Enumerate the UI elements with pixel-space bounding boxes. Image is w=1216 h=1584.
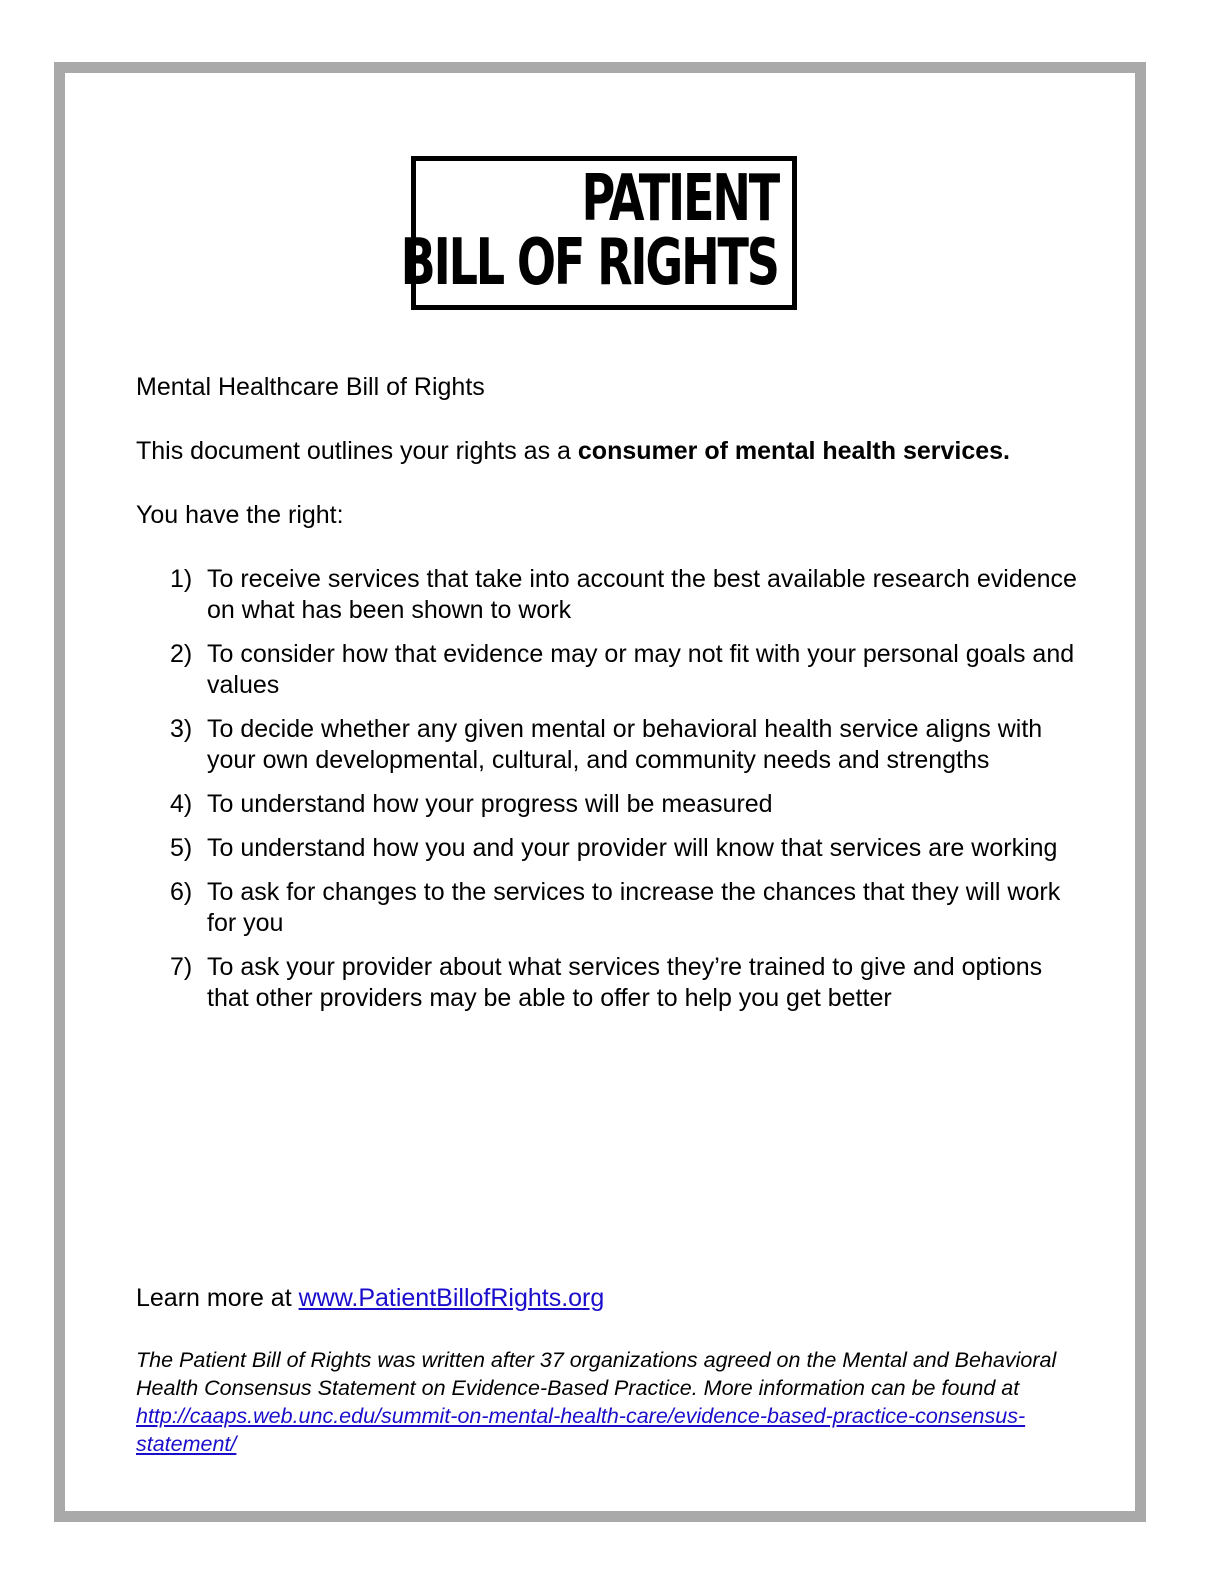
- learn-more-line: [136, 1283, 604, 1314]
- right-item-7: [136, 952, 1086, 1014]
- right-number: 7): [170, 953, 193, 981]
- right-number: 1): [170, 565, 193, 593]
- right-number: 4): [170, 790, 193, 818]
- consensus-statement-link[interactable]: http://caaps.web.unc.edu/summit-on-mental-health-care/evidence-based-practice-consensus-statement/: [136, 1404, 1026, 1456]
- footnote: [136, 1346, 1076, 1458]
- right-text: To ask your provider about what services they’re trained to give and options that other providers may be able to offer to help you get better: [207, 953, 1043, 1012]
- right-text: To consider how that evidence may or may not fit with your personal goals and values: [207, 640, 1075, 699]
- right-item-6: [136, 877, 1086, 939]
- right-number: 2): [170, 640, 193, 668]
- right-item-3: [136, 714, 1086, 776]
- right-text: To receive services that take into account the best available research evidence on what has been shown to work: [207, 565, 1077, 624]
- logo-line-bill-of-rights: BILL OF RIGHTS: [400, 226, 778, 300]
- right-text: To ask for changes to the services to increase the chances that they will work for you: [207, 878, 1061, 937]
- right-item-4: [136, 789, 1086, 820]
- right-number: 5): [170, 834, 193, 862]
- document-title: Mental Healthcare Bill of Rights: [136, 373, 485, 401]
- right-text: To understand how your progress will be measured: [207, 790, 773, 818]
- patient-bill-of-rights-link[interactable]: www.PatientBillofRights.org: [298, 1284, 605, 1312]
- right-item-1: [136, 564, 1086, 626]
- right-text: To decide whether any given mental or behavioral health service aligns with your own developmental, cultural, and community needs and strengths: [207, 715, 1043, 774]
- patient-bill-of-rights-logo: [400, 156, 797, 310]
- right-item-5: [136, 833, 1086, 864]
- logo-line-patient: PATIENT: [581, 162, 778, 236]
- intro-paragraph: [136, 436, 1086, 467]
- intro-bold-text: consumer of mental health services.: [577, 437, 1010, 465]
- document-body: [136, 372, 1086, 1027]
- rights-lead-in: You have the right:: [136, 501, 344, 529]
- right-item-2: [136, 639, 1086, 701]
- right-text: To understand how you and your provider will know that services are working: [207, 834, 1058, 862]
- footnote-text: The Patient Bill of Rights was written after 37 organizations agreed on the Mental and Behavioral Health Consensus Statement on Evidence-Based Practice. More information can be found at: [136, 1348, 1057, 1400]
- intro-text: This document outlines your rights as a: [136, 437, 578, 465]
- right-number: 3): [170, 715, 193, 743]
- rights-list: [136, 564, 1086, 1014]
- right-number: 6): [170, 878, 193, 906]
- learn-more-text: Learn more at: [136, 1284, 299, 1312]
